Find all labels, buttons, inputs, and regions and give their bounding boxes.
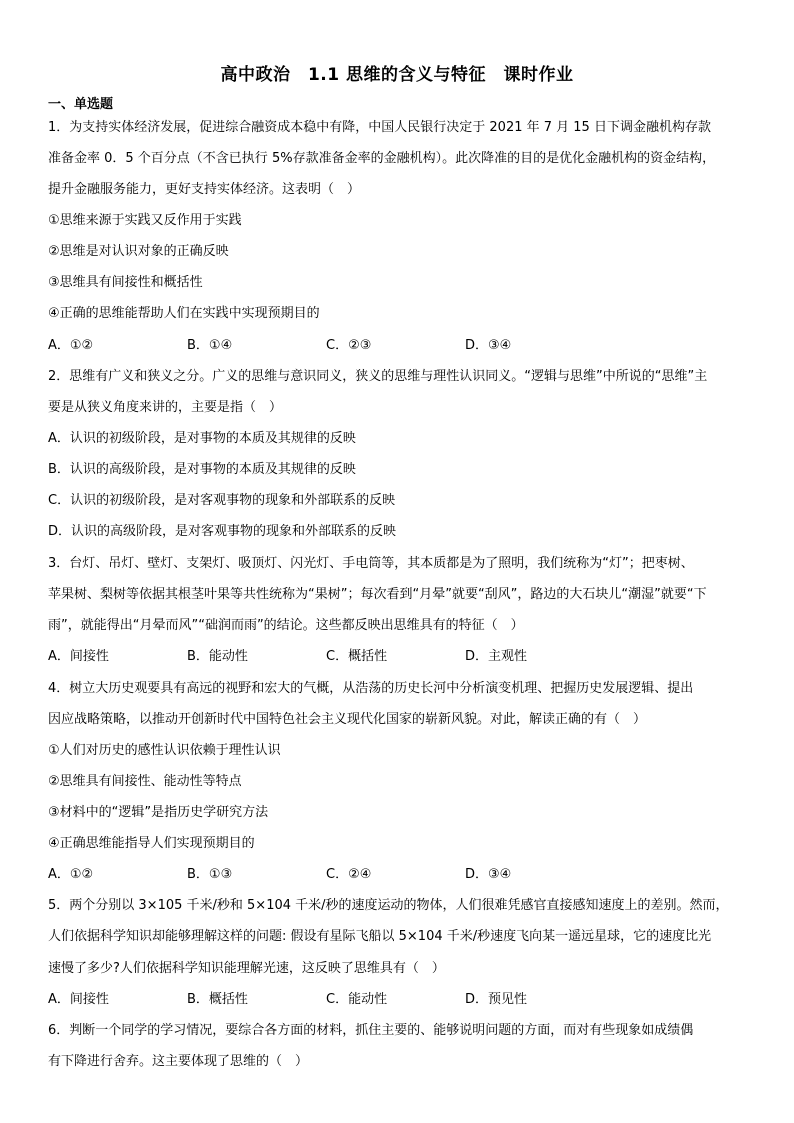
q5-option-c: C．能动性 — [326, 992, 388, 1007]
q3-option-d: D．主观性 — [465, 649, 528, 664]
q2-option-c: C．认识的初级阶段，是对客观事物的现象和外部联系的反映 — [48, 493, 396, 508]
q1-stem-line-1: 1．为支持实体经济发展，促进综合融资成本稳中有降，中国人民银行决定于 2021 年 7 月 15 日下调金融机构存款 — [48, 120, 711, 135]
q5-stem-line-2: 人们依据科学知识却能够理解这样的问题: 假设有星际飞船以 5×104 千米/秒速度飞向某一遥远星球，它的速度比光 — [48, 929, 712, 944]
q6-stem-line-1: 6．判断一个同学的学习情况，要综合各方面的材料，抓住主要的、能够说明问题的方面，而对有些现象如成绩偶 — [48, 1023, 694, 1038]
q1-option-a: A．①② — [48, 338, 94, 353]
q1-option-b: B．①④ — [187, 338, 233, 353]
q1-stem-line-2: 准备金率 0．5 个百分点（不含已执行 5%存款准备金率的金融机构）。此次降准的目的是优化金融机构的资金结构， — [48, 151, 716, 166]
q4-option-d: D．③④ — [465, 867, 512, 882]
q4-stem-line-1: 4．树立大历史观要具有高远的视野和宏大的气概，从浩荡的历史长河中分析演变机理、把握历史发展逻辑、提出 — [48, 681, 694, 696]
page-title: 高中政治 1.1 思维的含义与特征 课时作业 — [220, 65, 574, 85]
q4-option-a: A．①② — [48, 867, 94, 882]
q4-statement-3: ③材料中的“逻辑”是指历史学研究方法 — [48, 805, 269, 820]
q5-option-b: B．概括性 — [187, 992, 248, 1007]
q3-stem-line-1: 3．台灯、吊灯、壁灯、支架灯、吸顶灯、闪光灯、手电筒等，其本质都是为了照明，我们统称为“灯”；把枣树、 — [48, 556, 694, 571]
q3-stem-line-3: 雨”，就能得出“月晕而风”“础润而雨”的结论。这些都反映出思维具有的特征（ ） — [48, 618, 524, 633]
q2-option-d: D．认识的高级阶段，是对客观事物的现象和外部联系的反映 — [48, 524, 397, 539]
q4-option-c: C．②④ — [326, 867, 372, 882]
q3-option-c: C．概括性 — [326, 649, 388, 664]
q3-option-b: B．能动性 — [187, 649, 248, 664]
q1-option-c: C．②③ — [326, 338, 372, 353]
q1-statement-3: ③思维具有间接性和概括性 — [48, 275, 203, 290]
q4-statement-1: ①人们对历史的感性认识依赖于理性认识 — [48, 743, 281, 758]
q1-option-d: D．③④ — [465, 338, 512, 353]
q2-option-b: B．认识的高级阶段，是对事物的本质及其规律的反映 — [48, 462, 356, 477]
q3-stem-line-2: 苹果树、梨树等依据其根茎叶果等共性统称为“果树”；每次看到“月晕”就要“刮风”，路边的大石块儿“潮湿”就要“下 — [48, 587, 707, 602]
q3-option-a: A．间接性 — [48, 649, 109, 664]
q4-stem-line-2: 因应战略策略，以推动开创新时代中国特色社会主义现代化国家的崭新风貌。对此，解读正确的有（ ） — [48, 712, 647, 727]
q2-stem-line-1: 2．思维有广义和狭义之分。广义的思维与意识同义，狭义的思维与理性认识同义。“逻辑与思维”中所说的“思维”主 — [48, 369, 708, 384]
q4-statement-4: ④正确思维能指导人们实现预期目的 — [48, 836, 255, 851]
q5-stem-line-3: 速慢了多少?人们依据科学知识能理解光速，这反映了思维具有（ ） — [48, 961, 445, 976]
q5-stem-line-1: 5．两个分别以 3×105 千米/秒和 5×104 千米/秒的速度运动的物体，人们很难凭感官直接感知速度上的差别。然而， — [48, 898, 729, 913]
q5-option-d: D．预见性 — [465, 992, 528, 1007]
q2-stem-line-2: 要是从狭义角度来讲的，主要是指（ ） — [48, 400, 283, 415]
q1-stem-line-3: 提升金融服务能力，更好支持实体经济。这表明（ ） — [48, 182, 361, 197]
q6-stem-line-2: 有下降进行舍弃。这主要体现了思维的（ ） — [48, 1054, 309, 1069]
q5-option-a: A．间接性 — [48, 992, 109, 1007]
q1-statement-2: ②思维是对认识对象的正确反映 — [48, 244, 229, 259]
q1-statement-4: ④正确的思维能帮助人们在实践中实现预期目的 — [48, 306, 320, 321]
q4-option-b: B．①③ — [187, 867, 233, 882]
q2-option-a: A．认识的初级阶段，是对事物的本质及其规律的反映 — [48, 431, 356, 446]
q1-statement-1: ①思维来源于实践又反作用于实践 — [48, 213, 242, 228]
q4-statement-2: ②思维具有间接性、能动性等特点 — [48, 774, 242, 789]
section-heading: 一、单选题 — [48, 97, 114, 112]
